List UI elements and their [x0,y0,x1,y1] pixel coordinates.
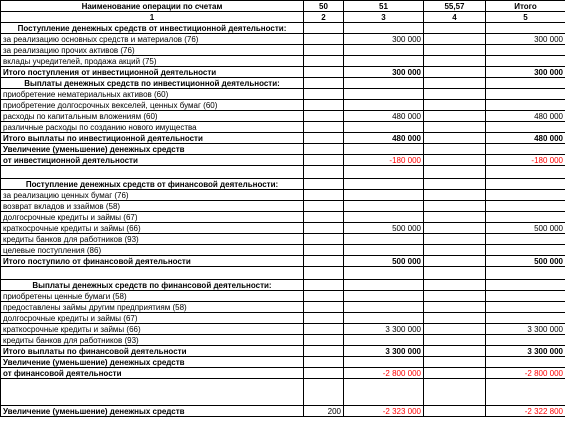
cell-5557 [424,111,486,122]
cell-total: 480 000 [486,111,565,122]
table-row [1,56,565,67]
change-value-51: -180 000 [344,155,424,166]
cell-51 [344,56,424,67]
cell-5557 [424,313,486,324]
cell-51 [344,201,424,212]
cell-50 [304,100,344,111]
cell-total [486,234,565,245]
cell-total [486,122,565,133]
table-row [1,245,565,256]
change-label-line1: Увеличение (уменьшение) денежных средств [1,144,304,155]
cell-total [486,313,565,324]
cell-50 [304,245,344,256]
cell-5557 [424,368,486,379]
table-row [1,291,565,302]
cell-50 [304,45,344,56]
cell-5557 [424,100,486,111]
cell-51 [344,302,424,313]
cell-5557 [424,190,486,201]
empty-cell [304,357,344,368]
col-number-5: 5 [486,12,565,23]
empty-cell [424,144,486,155]
change-row-line2 [1,368,565,379]
cell-51: 480 000 [344,111,424,122]
table-row [1,335,565,346]
section-title: Выплаты денежных средств по финансовой деятельности: [1,280,304,291]
col-number-4: 4 [424,12,486,23]
col-number-1: 1 [1,12,304,23]
table-row [1,201,565,212]
section-title-row [1,78,565,89]
cell-50 [304,133,344,144]
col-number-3: 3 [344,12,424,23]
cell-5557 [424,201,486,212]
final-change-row [1,406,565,417]
cell-51 [344,100,424,111]
cell-51: 500 000 [344,256,424,267]
cell-50 [304,201,344,212]
cell-5557 [424,45,486,56]
cell-51: 300 000 [344,67,424,78]
empty-cell [344,267,424,280]
cell-50 [304,111,344,122]
table-row [1,324,565,335]
cell-total [486,201,565,212]
cell-5557 [424,122,486,133]
cell-5557 [424,212,486,223]
section-title: Поступление денежных средств от инвестиционной деятельности: [1,23,304,34]
cell-50 [304,67,344,78]
table-row [1,122,565,133]
final-value-total: -2 322 800 [486,406,565,417]
cell-total [486,100,565,111]
row-label: за реализацию основных средств и материалов (76) [1,34,304,45]
row-label: предоставлены займы другим предприятиям (58) [1,302,304,313]
empty-cell [304,179,344,190]
row-label: приобретены ценные бумаги (58) [1,291,304,302]
cell-total [486,291,565,302]
change-value-total: -2 800 000 [486,368,565,379]
empty-cell [304,78,344,89]
cell-total: 300 000 [486,67,565,78]
cell-51: 300 000 [344,34,424,45]
cell-50 [304,335,344,346]
col-total-header: Итого [486,1,565,12]
cell-total: 480 000 [486,133,565,144]
cell-50 [304,89,344,100]
empty-cell [486,166,565,179]
cell-51 [344,291,424,302]
table-row [1,313,565,324]
cell-51 [344,45,424,56]
cell-5557 [424,223,486,234]
cell-50 [304,212,344,223]
cell-total: 3 300 000 [486,346,565,357]
row-label: вклады учредителей, продажа акций (75) [1,56,304,67]
row-label: за реализацию ценных бумаг (76) [1,190,304,201]
cell-51 [344,122,424,133]
cell-51: 480 000 [344,133,424,144]
cell-5557 [424,133,486,144]
cell-total [486,335,565,346]
empty-cell [304,280,344,291]
cell-50 [304,368,344,379]
cell-5557 [424,245,486,256]
cell-50 [304,234,344,245]
section-title: Выплаты денежных средств по инвестиционной деятельности: [1,78,304,89]
cell-total: 500 000 [486,223,565,234]
change-row-line1 [1,144,565,155]
table-row [1,111,565,122]
cell-50 [304,324,344,335]
section-title-row [1,280,565,291]
total-row [1,67,565,78]
cell-51 [344,245,424,256]
final-value-51: -2 323 000 [344,406,424,417]
row-label: кредиты банков для работников (93) [1,234,304,245]
empty-cell [424,23,486,34]
row-label: долгосрочные кредиты и займы (67) [1,313,304,324]
change-value-total: -180 000 [486,155,565,166]
empty-cell [344,280,424,291]
cell-50 [304,256,344,267]
empty-cell [1,267,304,280]
cell-total: 300 000 [486,34,565,45]
empty-cell [486,280,565,291]
cell-total [486,56,565,67]
row-label: Итого выплаты по инвестиционной деятельности [1,133,304,144]
row-label: Итого выплаты по финансовой деятельности [1,346,304,357]
empty-cell [304,23,344,34]
cell-50 [304,56,344,67]
empty-cell [344,379,424,406]
row-label: возврат вкладов и ззаймов (58) [1,201,304,212]
cell-51 [344,313,424,324]
empty-cell [486,23,565,34]
row-label: кредиты банков для работников (93) [1,335,304,346]
change-label-line1: Увеличение (уменьшение) денежных средств [1,357,304,368]
cell-51 [344,212,424,223]
cell-51: 500 000 [344,223,424,234]
table-row [1,302,565,313]
cell-total [486,302,565,313]
col-name-header: Наименование операции по счетам [1,1,304,12]
row-label: целевые поступления (86) [1,245,304,256]
col-number-2: 2 [304,12,344,23]
final-value-5557 [424,406,486,417]
change-row-line2 [1,155,565,166]
empty-cell [424,179,486,190]
header-row [1,1,565,12]
change-label-line2: от инвестиционной деятельности [1,155,304,166]
cell-5557 [424,89,486,100]
empty-cell [424,267,486,280]
empty-cell [344,23,424,34]
row-label: расходы по капитальным вложениям (60) [1,111,304,122]
cell-5557 [424,234,486,245]
cell-5557 [424,335,486,346]
table-row [1,234,565,245]
change-value-51: -2 800 000 [344,368,424,379]
row-label: приобретение долгосрочных векселей, ценных бумаг (60) [1,100,304,111]
cell-5557 [424,34,486,45]
cell-50 [304,155,344,166]
empty-cell [486,179,565,190]
empty-cell [424,357,486,368]
empty-cell [1,166,304,179]
row-label: Итого поступило от финансовой деятельности [1,256,304,267]
empty-cell [486,357,565,368]
col-51-header: 51 [344,1,424,12]
cell-50 [304,122,344,133]
empty-cell [424,379,486,406]
row-label: долгосрочные кредиты и займы (67) [1,212,304,223]
cell-total [486,45,565,56]
table-row [1,89,565,100]
empty-cell [424,166,486,179]
col-5557-header: 55,57 [424,1,486,12]
section-title: Поступление денежных средств от финансовой деятельности: [1,179,304,190]
cell-5557 [424,155,486,166]
cell-50 [304,291,344,302]
cell-5557 [424,256,486,267]
empty-cell [344,166,424,179]
row-label: различные расходы по созданию нового имущества [1,122,304,133]
cell-total [486,245,565,256]
row-label: Итого поступления от инвестиционной деятельности [1,67,304,78]
spacer-row [1,379,565,406]
row-label: краткосрочные кредиты и займы (66) [1,223,304,234]
cell-51 [344,234,424,245]
final-value-50: 200 [304,406,344,417]
cell-5557 [424,67,486,78]
empty-cell [486,267,565,280]
table-row [1,100,565,111]
empty-cell [344,78,424,89]
empty-cell [304,144,344,155]
cell-5557 [424,291,486,302]
change-label-line2: от финансовой деятельности [1,368,304,379]
total-row [1,256,565,267]
empty-cell [424,280,486,291]
empty-cell [344,144,424,155]
table-row [1,45,565,56]
cell-50 [304,223,344,234]
cell-total [486,190,565,201]
empty-cell [486,78,565,89]
cell-5557 [424,346,486,357]
table-row [1,190,565,201]
table-row [1,212,565,223]
sections-body [1,23,565,417]
final-label: Увеличение (уменьшение) денежных средств [1,406,304,417]
total-row [1,346,565,357]
spacer-row [1,166,565,179]
table-row [1,34,565,45]
empty-cell [1,379,304,406]
row-label: приобретение нематериальных активов (60) [1,89,304,100]
cell-51: 3 300 000 [344,324,424,335]
cell-50 [304,34,344,45]
table-row [1,223,565,234]
cell-5557 [424,302,486,313]
cell-total [486,212,565,223]
total-row [1,133,565,144]
cell-50 [304,190,344,201]
section-title-row [1,179,565,190]
cell-total: 500 000 [486,256,565,267]
empty-cell [304,379,344,406]
empty-cell [486,379,565,406]
cell-50 [304,313,344,324]
column-number-row [1,12,565,23]
spacer-row [1,267,565,280]
empty-cell [304,267,344,280]
cell-51 [344,89,424,100]
empty-cell [424,78,486,89]
row-label: за реализацию прочих активов (76) [1,45,304,56]
section-title-row [1,23,565,34]
cell-total [486,89,565,100]
cell-50 [304,346,344,357]
empty-cell [486,144,565,155]
cell-5557 [424,56,486,67]
cell-51: 3 300 000 [344,346,424,357]
change-row-line1 [1,357,565,368]
cell-total: 3 300 000 [486,324,565,335]
cell-5557 [424,324,486,335]
empty-cell [304,166,344,179]
empty-cell [344,357,424,368]
cell-51 [344,335,424,346]
cell-51 [344,190,424,201]
col-50-header: 50 [304,1,344,12]
row-label: краткосрочные кредиты и займы (66) [1,324,304,335]
empty-cell [344,179,424,190]
cell-50 [304,302,344,313]
